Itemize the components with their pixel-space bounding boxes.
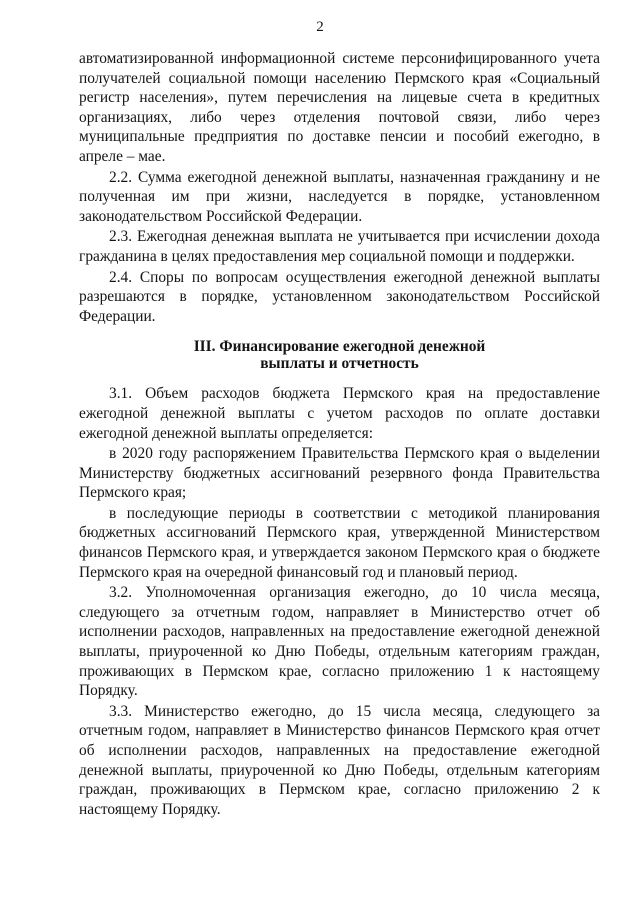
paragraph-continuation: автоматизированной информационной системе персонифицированного учета получателей социальной помощи населению Пермского края «Социальный регистр населения», путем перечисления на лицевые счета в кредитных организациях, либо через отделения почтовой связи, либо через муниципальные предприятия по доставке пенсии и пособий ежегодно, в апреле – мае. <box>79 50 600 165</box>
paragraph-2-4: 2.4. Споры по вопросам осуществления ежегодной денежной выплаты разрешаются в порядке, установленном законодательством Российской Федерации. <box>79 268 600 325</box>
paragraph-3-1-2020: в 2020 году распоряжением Правительства Пермского края о выделении Министерству бюджетных ассигнований резервного фонда Правительства Пермского края; <box>79 445 600 502</box>
paragraph-2-2: 2.2. Сумма ежегодной денежной выплаты, назначенная гражданину и не полученная им при жизни, наследуется в порядке, установленном законодательством Российской Федерации. <box>79 168 600 225</box>
paragraph-3-1: 3.1. Объем расходов бюджета Пермского края на предоставление ежегодной денежной выплаты с учетом расходов по оплате доставки ежегодной денежной выплаты определяется: <box>79 385 600 442</box>
page-number: 2 <box>316 19 324 35</box>
section-heading <box>79 339 600 372</box>
paragraph-3-3: 3.3. Министерство ежегодно, до 15 числа месяца, следующего за отчетным годом, направляет в Министерство финансов Пермского края отчет об исполнении расходов, направленных на предоставление ежегодной денежной выплаты, приуроченной ко Дню Победы, отдельным категориям граждан, проживающих в Пермском крае, согласно приложению 2 к настоящему Порядку. <box>79 702 600 818</box>
paragraph-2-3: 2.3. Ежегодная денежная выплата не учитывается при исчислении дохода гражданина в целях предоставления мер социальной помощи и поддержки. <box>79 228 600 265</box>
document-body <box>79 49 600 819</box>
paragraph-3-2: 3.2. Уполномоченная организация ежегодно, до 10 числа месяца, следующего за отчетным годом, направляет в Министерство отчет об исполнении расходов, направленных на предоставление ежегодной денежной выплаты, приуроченной ко Дню Победы, отдельным категориям граждан, проживающих в Пермском крае, согласно приложению 1 к настоящему Порядку. <box>79 584 600 700</box>
paragraph-3-1-later-periods: в последующие периоды в соответствии с методикой планирования бюджетных ассигнований Пермского края, утвержденной Министерством финансов Пермского края, и утверждается законом Пермского края о бюджете Пермского края на очередной финансовый год и плановый период. <box>79 504 600 581</box>
section-heading-line-2: выплаты и отчетность <box>260 354 419 372</box>
section-heading-line-1: III. Финансирование ежегодной денежной <box>193 338 486 356</box>
